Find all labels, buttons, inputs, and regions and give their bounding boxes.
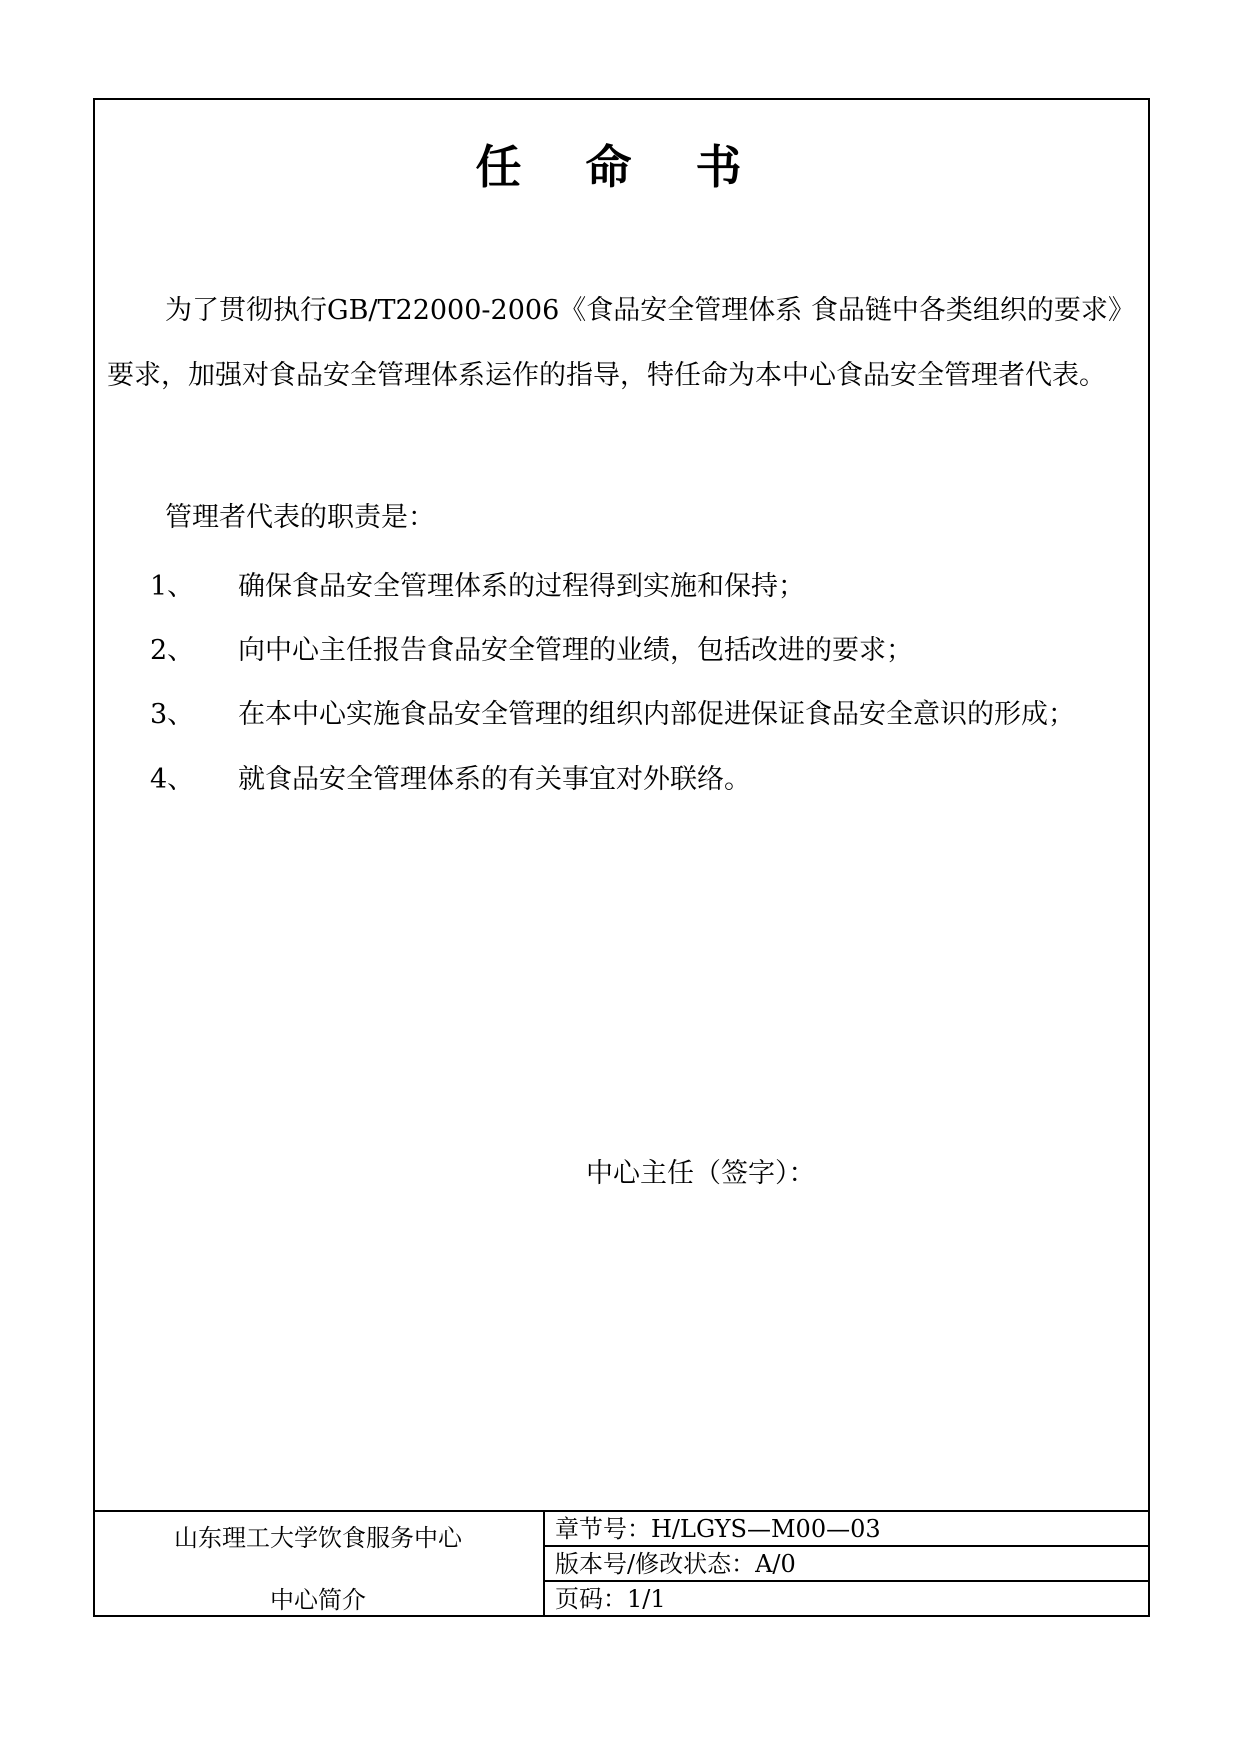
section-number: 章节号：H/LGYS—M00—03 — [545, 1512, 1150, 1547]
item-text: 就食品安全管理体系的有关事宜对外联络。 — [238, 764, 751, 795]
item-text: 确保食品安全管理体系的过程得到实施和保持； — [238, 571, 805, 602]
signature-label: 中心主任（签字）： — [586, 1158, 816, 1189]
version-status: 版本号/修改状态：A/0 — [545, 1547, 1150, 1582]
item-number: 3、 — [150, 699, 195, 730]
item-number: 2、 — [150, 635, 195, 666]
footer-left-cell — [93, 1512, 545, 1617]
document-name: 中心简介 — [270, 1586, 366, 1614]
intro-paragraph: 为了贯彻执行GB/T22000-2006《食品安全管理体系 食品链中各类组织的要求》要求，加强对食品安全管理体系运作的指导，特任命为本中心食品安全管理者代表。 — [107, 295, 1135, 391]
footer-table — [93, 1510, 1150, 1617]
item-number: 4、 — [150, 764, 195, 795]
page-number: 页码：1/1 — [555, 1585, 666, 1613]
item-text: 向中心主任报告食品安全管理的业绩，包括改进的要求； — [238, 635, 913, 666]
organization-name: 山东理工大学饮食服务中心 — [174, 1524, 462, 1552]
document-title: 任 命 书 — [475, 140, 766, 194]
responsibility-item — [150, 690, 1075, 740]
responsibility-item — [150, 626, 913, 676]
responsibility-item — [150, 755, 751, 805]
responsibilities-heading: 管理者代表的职责是： — [165, 502, 435, 533]
item-number: 1、 — [150, 571, 195, 602]
item-text: 在本中心实施食品安全管理的组织内部促进保证食品安全意识的形成； — [238, 699, 1075, 730]
footer-right-cell — [545, 1512, 1150, 1617]
responsibility-item — [150, 562, 805, 612]
